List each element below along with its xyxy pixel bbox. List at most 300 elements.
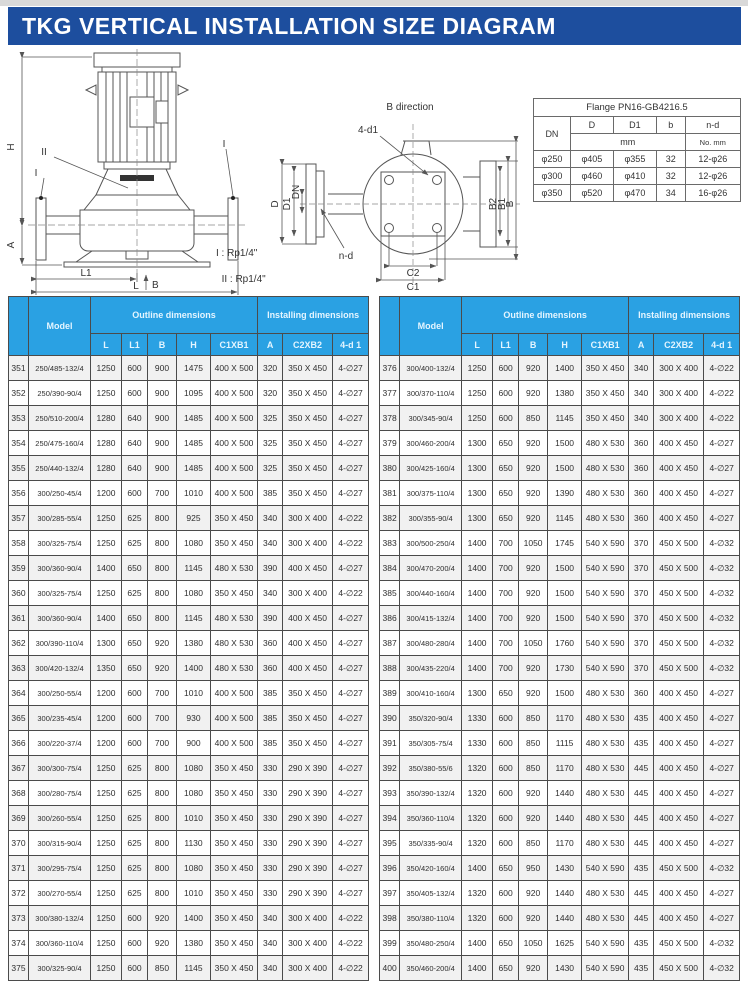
- dim-h: 1115: [548, 731, 582, 756]
- dim-c2xb2: 300 X 400: [283, 581, 333, 606]
- dim-h: 1145: [177, 556, 211, 581]
- dim-l1: 650: [122, 656, 148, 681]
- dim-label-d: D: [270, 200, 281, 208]
- dim-h: 1080: [177, 756, 211, 781]
- dim-h: 1500: [548, 556, 582, 581]
- row-number: 395: [380, 831, 400, 856]
- dim-l: 1280: [91, 406, 122, 431]
- dim-b: 1050: [519, 631, 548, 656]
- dim-b: 1050: [519, 931, 548, 956]
- port-label-i-left: I: [34, 168, 38, 179]
- dim-l1: 650: [493, 956, 519, 981]
- table-row: [380, 456, 740, 481]
- dim-l: 1200: [91, 706, 122, 731]
- dim-a: 340: [258, 581, 283, 606]
- dim-b: 950: [519, 856, 548, 881]
- dim-4d1: 4-∅27: [333, 831, 369, 856]
- dim-b: 920: [148, 656, 177, 681]
- dim-b: 800: [148, 506, 177, 531]
- row-number-header: [9, 297, 29, 356]
- size-tables: [8, 296, 740, 981]
- dim-c1xb1: 480 X 530: [582, 781, 629, 806]
- dim-l1: 600: [493, 381, 519, 406]
- dim-label-b: B: [152, 280, 159, 291]
- model-cell: 300/440-160/4: [400, 581, 462, 606]
- dim-l1: 600: [493, 806, 519, 831]
- dim-l1: 650: [493, 931, 519, 956]
- dim-a: 370: [629, 581, 654, 606]
- dim-label-h: H: [6, 143, 17, 151]
- col-header-c2xb2: C2XB2: [283, 334, 333, 356]
- dim-l: 1320: [462, 781, 493, 806]
- dim-l1: 625: [122, 531, 148, 556]
- row-number: 385: [380, 581, 400, 606]
- dim-l: 1250: [91, 756, 122, 781]
- dim-4d1: 4-∅27: [704, 706, 740, 731]
- dim-h: 1440: [548, 906, 582, 931]
- dim-c2xb2: 400 X 450: [283, 631, 333, 656]
- dim-c2xb2: 400 X 450: [654, 881, 704, 906]
- dim-l: 1300: [462, 506, 493, 531]
- dim-h: 1485: [177, 431, 211, 456]
- dim-c2xb2: 400 X 450: [654, 706, 704, 731]
- table-row: [9, 481, 369, 506]
- dim-c2xb2: 450 X 500: [654, 931, 704, 956]
- row-number: 380: [380, 456, 400, 481]
- model-cell: 300/375-110/4: [400, 481, 462, 506]
- row-number: 362: [9, 631, 29, 656]
- dim-4d1: 4-∅27: [704, 456, 740, 481]
- flange-col-nd: n-d: [685, 117, 740, 134]
- model-cell: 350/380-55/6: [400, 756, 462, 781]
- dim-4d1: 4-∅27: [333, 681, 369, 706]
- table-row: [9, 631, 369, 656]
- dim-l1: 600: [122, 731, 148, 756]
- row-number: 378: [380, 406, 400, 431]
- dim-l1: 625: [122, 506, 148, 531]
- dim-l: 1400: [462, 556, 493, 581]
- row-number: 374: [9, 931, 29, 956]
- dim-l1: 600: [122, 381, 148, 406]
- dim-h: 1745: [548, 531, 582, 556]
- gauge-port-right: [231, 196, 235, 200]
- dim-h: 925: [177, 506, 211, 531]
- row-number-header: [380, 297, 400, 356]
- dim-h: 1500: [548, 581, 582, 606]
- model-cell: 300/220-37/4: [29, 731, 91, 756]
- dim-h: 1170: [548, 831, 582, 856]
- model-cell: 300/300-75/4: [29, 756, 91, 781]
- row-number: 383: [380, 531, 400, 556]
- dim-b: 800: [148, 531, 177, 556]
- table-row: [9, 831, 369, 856]
- table-row: [9, 656, 369, 681]
- dim-b: 900: [148, 456, 177, 481]
- table-row: [380, 381, 740, 406]
- dim-l1: 700: [493, 631, 519, 656]
- dim-l1: 700: [493, 556, 519, 581]
- dim-a: 385: [258, 706, 283, 731]
- model-cell: 300/480-280/4: [400, 631, 462, 656]
- row-number: 370: [9, 831, 29, 856]
- dim-b: 920: [519, 681, 548, 706]
- dim-b: 900: [148, 431, 177, 456]
- dim-a: 330: [258, 831, 283, 856]
- table-row: [9, 931, 369, 956]
- dim-l: 1250: [91, 806, 122, 831]
- row-number: 354: [9, 431, 29, 456]
- dim-h: 1430: [548, 956, 582, 981]
- dim-l1: 600: [122, 481, 148, 506]
- model-cell: 350/305-75/4: [400, 731, 462, 756]
- dim-h: 1400: [548, 356, 582, 381]
- dim-4d1: 4-∅27: [333, 356, 369, 381]
- dim-a: 360: [258, 631, 283, 656]
- dim-b: 900: [148, 356, 177, 381]
- row-number: 381: [380, 481, 400, 506]
- model-cell: 300/345-90/4: [400, 406, 462, 431]
- dim-c2xb2: 290 X 390: [283, 806, 333, 831]
- dim-l: 1300: [462, 431, 493, 456]
- dim-c1xb1: 480 X 530: [582, 506, 629, 531]
- row-number: 351: [9, 356, 29, 381]
- table-row: [380, 531, 740, 556]
- table-row: [9, 381, 369, 406]
- dim-a: 445: [629, 781, 654, 806]
- dim-4d1: 4-∅32: [704, 556, 740, 581]
- table-row: [9, 431, 369, 456]
- dim-a: 360: [629, 506, 654, 531]
- dim-a: 330: [258, 756, 283, 781]
- dim-c2xb2: 400 X 450: [654, 756, 704, 781]
- dim-c1xb1: 350 X 450: [211, 506, 258, 531]
- dim-c1xb1: 480 X 530: [582, 806, 629, 831]
- dim-c1xb1: 400 X 500: [211, 431, 258, 456]
- dim-c2xb2: 300 X 400: [283, 906, 333, 931]
- dim-b: 850: [519, 406, 548, 431]
- dim-4d1: 4-∅27: [333, 606, 369, 631]
- dim-a: 385: [258, 731, 283, 756]
- dim-l: 1250: [462, 381, 493, 406]
- dim-h: 1485: [177, 406, 211, 431]
- dim-c2xb2: 300 X 400: [283, 956, 333, 981]
- dim-l1: 625: [122, 856, 148, 881]
- flange-b: 32: [656, 168, 685, 185]
- row-number: 371: [9, 856, 29, 881]
- dim-a: 445: [629, 756, 654, 781]
- port-label-ii: II: [41, 147, 47, 158]
- col-header-b: B: [519, 334, 548, 356]
- dim-c1xb1: 350 X 450: [211, 581, 258, 606]
- dim-l1: 600: [493, 881, 519, 906]
- dim-a: 445: [629, 831, 654, 856]
- dim-c2xb2: 300 X 400: [654, 406, 704, 431]
- model-cell: 350/390-132/4: [400, 781, 462, 806]
- dim-h: 1380: [177, 631, 211, 656]
- row-number: 387: [380, 631, 400, 656]
- row-number: 373: [9, 906, 29, 931]
- dim-l: 1320: [462, 806, 493, 831]
- table-row: [380, 406, 740, 431]
- dim-label-b: B: [505, 200, 516, 208]
- row-number: 392: [380, 756, 400, 781]
- flange-b: 32: [656, 151, 685, 168]
- dim-b: 800: [148, 781, 177, 806]
- dim-l1: 650: [493, 506, 519, 531]
- dim-l: 1330: [462, 731, 493, 756]
- dim-c1xb1: 540 X 590: [582, 556, 629, 581]
- dim-l1: 600: [122, 956, 148, 981]
- installing-dimensions-header: Installing dimensions: [258, 297, 369, 334]
- dim-l1: 650: [493, 431, 519, 456]
- dim-l: 1250: [91, 831, 122, 856]
- dim-c1xb1: 480 X 530: [582, 456, 629, 481]
- flange-b: 34: [656, 185, 685, 202]
- model-cell: 300/390-110/4: [29, 631, 91, 656]
- dim-a: 360: [629, 431, 654, 456]
- dim-c2xb2: 450 X 500: [654, 556, 704, 581]
- dim-c2xb2: 350 X 450: [283, 706, 333, 731]
- dim-a: 445: [629, 881, 654, 906]
- dim-4d1: 4-∅32: [704, 931, 740, 956]
- dim-b: 800: [148, 581, 177, 606]
- table-row: [380, 956, 740, 981]
- dim-c2xb2: 450 X 500: [654, 606, 704, 631]
- dim-b: 800: [148, 806, 177, 831]
- dim-c1xb1: 400 X 500: [211, 706, 258, 731]
- dim-4d1: 4-∅27: [333, 781, 369, 806]
- top-strip: [0, 0, 748, 6]
- dim-4d1: 4-∅27: [704, 681, 740, 706]
- table-row: [9, 881, 369, 906]
- dim-l1: 625: [122, 806, 148, 831]
- table-row: [380, 706, 740, 731]
- dim-b: 920: [148, 906, 177, 931]
- dim-b: 850: [148, 956, 177, 981]
- dim-4d1: 4-∅27: [333, 806, 369, 831]
- dim-c2xb2: 400 X 450: [283, 606, 333, 631]
- dim-a: 340: [258, 906, 283, 931]
- model-cell: 300/295-75/4: [29, 856, 91, 881]
- model-cell: 300/325-75/4: [29, 531, 91, 556]
- dim-l: 1250: [91, 531, 122, 556]
- dim-l1: 640: [122, 406, 148, 431]
- dim-l: 1400: [462, 531, 493, 556]
- row-number: 372: [9, 881, 29, 906]
- dim-h: 1145: [177, 956, 211, 981]
- table-row: [380, 681, 740, 706]
- row-number: 400: [380, 956, 400, 981]
- dim-b: 700: [148, 681, 177, 706]
- dim-b: 920: [519, 506, 548, 531]
- dim-c2xb2: 400 X 450: [654, 506, 704, 531]
- dim-label-b2: B2: [488, 197, 499, 211]
- row-number: 359: [9, 556, 29, 581]
- flange-col-dn: DN: [534, 117, 571, 151]
- page-title: TKG VERTICAL INSTALLATION SIZE DIAGRAM: [8, 7, 741, 45]
- row-number: 394: [380, 806, 400, 831]
- dim-a: 330: [258, 781, 283, 806]
- dim-c1xb1: 400 X 500: [211, 381, 258, 406]
- dim-c1xb1: 350 X 450: [211, 956, 258, 981]
- dim-4d1: 4-∅22: [333, 531, 369, 556]
- dim-l: 1280: [91, 431, 122, 456]
- dim-4d1: 4-∅27: [333, 456, 369, 481]
- dim-b: 920: [519, 356, 548, 381]
- dim-a: 340: [629, 406, 654, 431]
- dim-c1xb1: 540 X 590: [582, 531, 629, 556]
- dim-b: 850: [519, 706, 548, 731]
- dim-h: 1080: [177, 781, 211, 806]
- table-row: [9, 581, 369, 606]
- row-number: 399: [380, 931, 400, 956]
- dim-c2xb2: 290 X 390: [283, 781, 333, 806]
- flange-col-d1: D1: [613, 117, 656, 134]
- outline-dimensions-header: Outline dimensions: [91, 297, 258, 334]
- dim-b: 800: [148, 756, 177, 781]
- dim-h: 1440: [548, 806, 582, 831]
- dim-l1: 600: [122, 906, 148, 931]
- dim-l: 1250: [91, 506, 122, 531]
- flange-col-b: b: [656, 117, 685, 134]
- row-number: 353: [9, 406, 29, 431]
- model-cell: 300/500-250/4: [400, 531, 462, 556]
- dim-l: 1250: [91, 881, 122, 906]
- dim-l: 1250: [462, 406, 493, 431]
- model-cell: 300/315-90/4: [29, 831, 91, 856]
- dim-l1: 650: [122, 556, 148, 581]
- dim-l1: 650: [122, 631, 148, 656]
- dim-l: 1250: [91, 906, 122, 931]
- dim-4d1: 4-∅22: [333, 581, 369, 606]
- dim-c1xb1: 400 X 500: [211, 681, 258, 706]
- dim-c1xb1: 480 X 530: [582, 681, 629, 706]
- table-row: [9, 531, 369, 556]
- dim-c1xb1: 480 X 530: [582, 431, 629, 456]
- dim-l1: 600: [493, 356, 519, 381]
- dim-l: 1400: [462, 581, 493, 606]
- dim-h: 930: [177, 706, 211, 731]
- dim-h: 1380: [177, 931, 211, 956]
- dim-label-l: L: [133, 281, 139, 292]
- dim-l: 1250: [91, 356, 122, 381]
- dim-c2xb2: 400 X 450: [654, 681, 704, 706]
- dim-c2xb2: 400 X 450: [283, 556, 333, 581]
- dim-l: 1400: [462, 931, 493, 956]
- table-row: [9, 731, 369, 756]
- pump-centerlines: [28, 49, 246, 273]
- model-cell: 350/405-132/4: [400, 881, 462, 906]
- model-cell: 300/285-55/4: [29, 506, 91, 531]
- dim-a: 370: [629, 606, 654, 631]
- dim-l1: 600: [122, 356, 148, 381]
- dim-l1: 650: [493, 856, 519, 881]
- dim-l: 1200: [91, 731, 122, 756]
- model-cell: 300/400-132/4: [400, 356, 462, 381]
- dim-b: 850: [519, 756, 548, 781]
- dim-c2xb2: 400 X 450: [654, 731, 704, 756]
- model-cell: 300/360-90/4: [29, 606, 91, 631]
- row-number: 352: [9, 381, 29, 406]
- dim-c1xb1: 480 X 530: [211, 656, 258, 681]
- table-row: [534, 185, 741, 202]
- dim-4d1: 4-∅32: [704, 631, 740, 656]
- dim-a: 435: [629, 931, 654, 956]
- dim-h: 1390: [548, 481, 582, 506]
- dim-c2xb2: 400 X 450: [654, 481, 704, 506]
- dim-4d1: 4-∅27: [333, 631, 369, 656]
- model-cell: 300/370-110/4: [400, 381, 462, 406]
- port-label-i-right: I: [222, 139, 226, 150]
- dim-c2xb2: 290 X 390: [283, 881, 333, 906]
- table-row: [380, 356, 740, 381]
- dim-c1xb1: 400 X 500: [211, 456, 258, 481]
- dim-h: 1760: [548, 631, 582, 656]
- dim-c1xb1: 480 X 530: [211, 606, 258, 631]
- flange-d1: φ410: [613, 168, 656, 185]
- dim-c1xb1: 480 X 530: [582, 831, 629, 856]
- dim-a: 360: [629, 681, 654, 706]
- dim-c1xb1: 400 X 500: [211, 406, 258, 431]
- dim-c1xb1: 350 X 450: [211, 856, 258, 881]
- row-number: 386: [380, 606, 400, 631]
- dim-label-a: A: [6, 241, 17, 249]
- model-cell: 350/320-90/4: [400, 706, 462, 731]
- dim-b: 700: [148, 706, 177, 731]
- dim-c2xb2: 400 X 450: [654, 456, 704, 481]
- dim-b: 850: [519, 831, 548, 856]
- flange-dn: φ350: [534, 185, 571, 202]
- model-cell: 300/415-132/4: [400, 606, 462, 631]
- dim-l1: 700: [493, 606, 519, 631]
- col-header-c2xb2: C2XB2: [654, 334, 704, 356]
- dim-a: 325: [258, 431, 283, 456]
- table-row: [380, 481, 740, 506]
- dim-l: 1330: [462, 706, 493, 731]
- model-cell: 300/470-200/4: [400, 556, 462, 581]
- dim-4d1: 4-∅27: [333, 656, 369, 681]
- dim-c1xb1: 540 X 590: [582, 606, 629, 631]
- dim-h: 1500: [548, 606, 582, 631]
- dim-l1: 600: [122, 931, 148, 956]
- dim-c1xb1: 480 X 530: [582, 481, 629, 506]
- table-row: [9, 756, 369, 781]
- dim-a: 340: [258, 931, 283, 956]
- row-number: 396: [380, 856, 400, 881]
- table-row: [9, 406, 369, 431]
- col-header-4d1: 4-d 1: [704, 334, 740, 356]
- table-row: [380, 781, 740, 806]
- dim-4d1: 4-∅32: [704, 856, 740, 881]
- dim-a: 370: [629, 531, 654, 556]
- dim-c2xb2: 400 X 450: [283, 656, 333, 681]
- dim-l1: 600: [122, 681, 148, 706]
- dim-4d1: 4-∅27: [333, 556, 369, 581]
- dim-c1xb1: 400 X 500: [211, 731, 258, 756]
- flange-d: φ460: [570, 168, 613, 185]
- col-header-c1xb1: C1XB1: [582, 334, 629, 356]
- model-cell: 300/250-45/4: [29, 481, 91, 506]
- flange-dn: φ250: [534, 151, 571, 168]
- dim-h: 1145: [548, 406, 582, 431]
- dim-l: 1300: [91, 631, 122, 656]
- row-number: 358: [9, 531, 29, 556]
- dim-b: 920: [519, 881, 548, 906]
- table-row: [380, 581, 740, 606]
- model-cell: 250/485-132/4: [29, 356, 91, 381]
- dim-4d1: 4-∅27: [333, 406, 369, 431]
- dim-c2xb2: 450 X 500: [654, 631, 704, 656]
